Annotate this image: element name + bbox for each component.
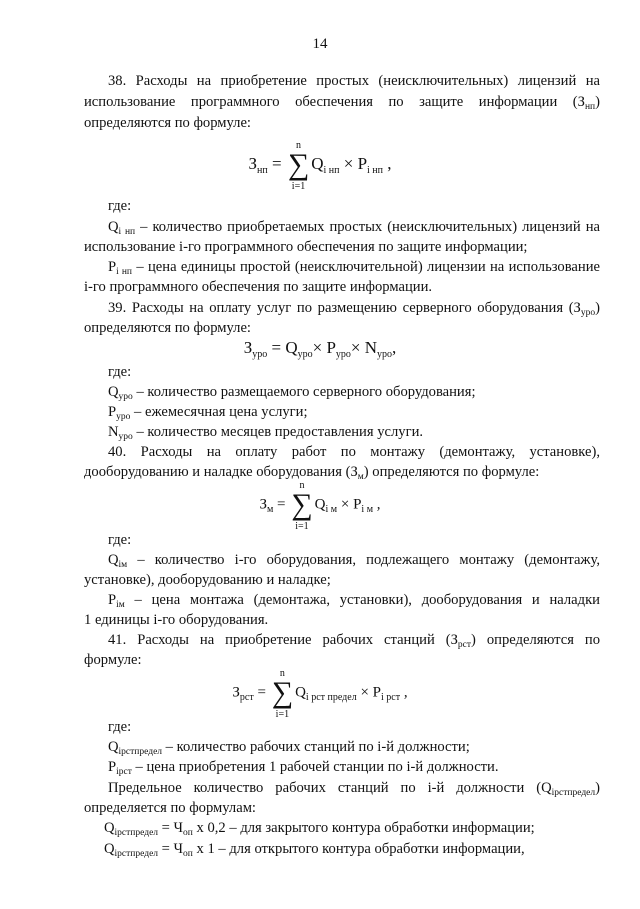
def40-q-line-2: установке), дооборудованию и наладке; (84, 572, 331, 588)
p39-line-2: определяются по формуле: (84, 320, 251, 336)
sum-symbol: n ∑ i=1 (291, 480, 313, 532)
def41-p: $P_{iрст}$ – цена приобретения 1 рабочей станции по i-й должности. (108, 759, 499, 777)
where-label: где: (108, 198, 132, 214)
p41-line-1: 41. Расходы на приобретение рабочих станций $(З_{рст})$ определяются по (108, 632, 600, 650)
limit-line-2: определяется по формулам: (84, 800, 256, 816)
p38-line-1: 38. Расходы на приобретение простых (неисключительных) лицензий на (108, 73, 600, 89)
formula-40: $З_м$ = n ∑ i=1 $Q_{i м} \times P_{i м}$ , (259, 480, 381, 532)
limit-line-1: Предельное количество рабочих станций по i-й должности $(Q_{iрстпредел})$ (108, 780, 600, 798)
p40-line-2: дооборудованию и наладке оборудования $(З_м)$ определяются по формуле: (84, 464, 540, 482)
formula-41: $З_{рст}$ = n ∑ i=1 $Q_{i рст предел} \times P_{i рст}$ , (232, 668, 408, 720)
p38-line-3: определяются по формуле: (84, 115, 251, 131)
def40-p-line-1: $P_{iм}$ – цена монтажа (демонтажа, установки), дооборудования и наладки (108, 592, 600, 610)
def40-p-line-2: 1 единицы i-го оборудования. (84, 612, 269, 628)
def38-q-line-2: использование i-го программного обеспечения по защите информации; (84, 239, 528, 255)
def41-q: $Q_{iрстпредел}$ – количество рабочих станций по i-й должности; (108, 739, 470, 757)
p39-line-1: 39. Расходы на оплату услуг по размещению серверного оборудования $(З_{уро})$ (108, 300, 600, 318)
def40-q-line-1: $Q_{iм}$ – количество i-го оборудования, подлежащего монтажу (демонтажу, (108, 552, 600, 570)
sum-symbol: n ∑ i=1 (271, 668, 294, 720)
where-label: где: (108, 719, 132, 735)
def38-q-line-1: $Q_{i нп}$ – количество приобретаемых простых (неисключительных) лицензий на (108, 219, 600, 237)
formula-open-contour: $Q_{iрстпредел} = Ч_{оп}$ x 1 – для открытого контура обработки информации, (104, 841, 525, 859)
p40-line-1: 40. Расходы на оплату работ по монтажу (демонтажу, установке), (108, 444, 600, 460)
p38-line-2: использование программного обеспечения по защите информации $(З_{нп})$ (84, 94, 600, 112)
def39-n: $N_{уро}$ – количество месяцев предоставления услуги. (108, 424, 424, 442)
page-number: 14 (312, 36, 328, 52)
p41-line-2: формуле: (84, 652, 142, 668)
formula-39: $З_{уро} = Q_{уро}\times P_{уро}\times N_{уро}$, (243, 338, 397, 360)
formula-closed-contour: $Q_{iрстпредел} = Ч_{оп}$ x 0,2 – для закрытого контура обработки информации; (104, 820, 535, 838)
def39-q: $Q_{уро}$ – количество размещаемого серверного оборудования; (108, 384, 476, 402)
where-label: где: (108, 364, 132, 380)
where-label: где: (108, 532, 132, 548)
sum-symbol: n ∑ i=1 (287, 140, 310, 192)
def38-p-line-1: $P_{i нп}$ – цена единицы простой (неисключительной) лицензии на использование (108, 259, 600, 277)
def39-p: $P_{уро}$ – ежемесячная цена услуги; (108, 404, 308, 422)
def38-p-line-2: i-го программного обеспечения по защите информации. (84, 279, 433, 295)
formula-38: $З_{нп}$ = n ∑ i=1 $Q_{i нп} \times P_{i нп}$ , (248, 140, 392, 192)
